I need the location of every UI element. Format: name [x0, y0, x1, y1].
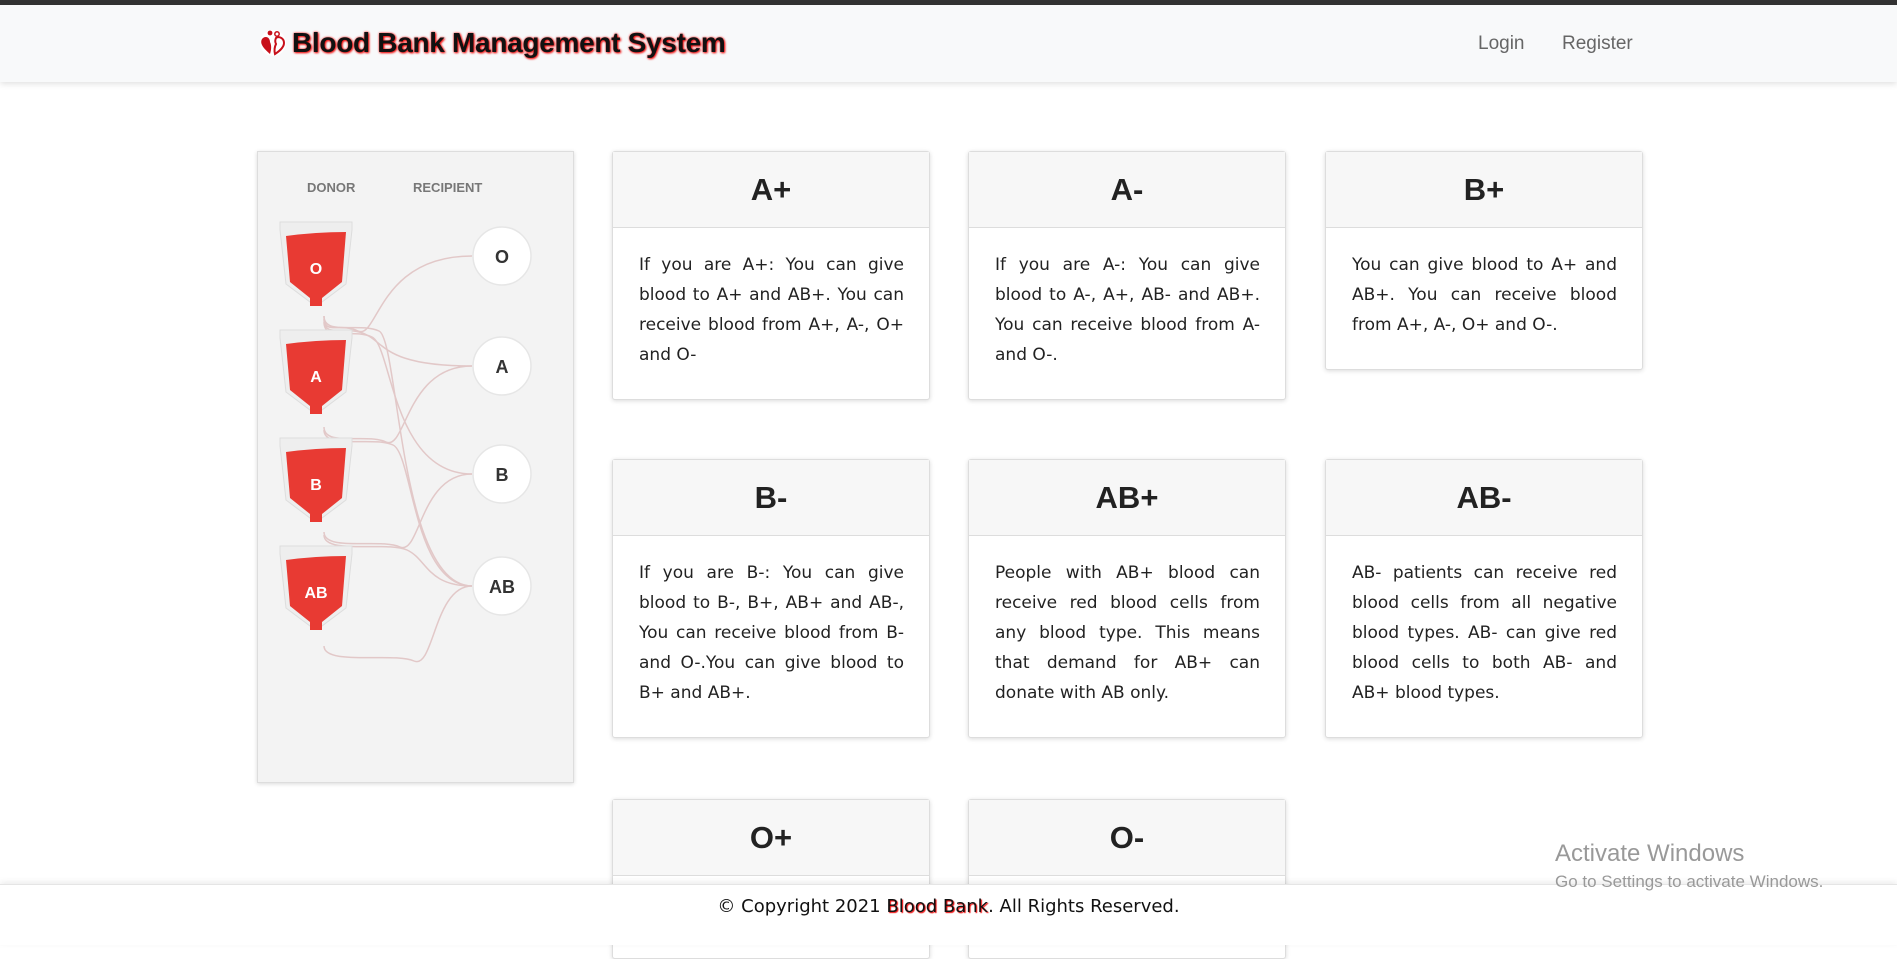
recipient-node-ab [473, 557, 531, 615]
blood-bag-b [280, 438, 352, 522]
login-link[interactable]: Login [1478, 33, 1525, 54]
recipient-node-o [473, 227, 531, 285]
card-title: AB- [1326, 460, 1642, 536]
svg-text:O: O [494, 247, 510, 267]
svg-text:A: A [310, 369, 322, 386]
blood-type-card [1325, 459, 1643, 738]
card-title: O+ [613, 800, 929, 876]
card-title: A+ [613, 152, 929, 228]
recipient-node-b [473, 445, 531, 503]
card-title: B- [613, 460, 929, 536]
card-text: You can give blood to A+ and AB+. You can receive blood from A+, A-, O+ and O-. [1352, 255, 1617, 335]
recipient-label: RECIPIENT [413, 180, 483, 195]
compatibility-chart [258, 152, 575, 784]
svg-text:O: O [309, 261, 323, 278]
blood-type-card [1325, 151, 1643, 370]
card-text: If you are A-: You can give blood to A-, A+, AB- and AB+. You can receive blood from A- and O-. [995, 255, 1260, 365]
donor-recipient-diagram [257, 151, 574, 783]
blood-bag-o [280, 222, 352, 306]
card-text: If you are A+: You can give blood to A+ and AB+. You can receive blood from A+, A-, O+ and O- [639, 255, 904, 365]
footer-prefix: © Copyright 2021 [717, 896, 887, 917]
svg-text:AB: AB [304, 585, 328, 602]
card-title: B+ [1326, 152, 1642, 228]
watermark-title: Activate Windows [1555, 840, 1745, 867]
blood-type-card [612, 459, 930, 738]
blood-type-card [968, 459, 1286, 738]
card-title: A- [969, 152, 1285, 228]
brand-title: Blood Bank Management System [292, 27, 726, 58]
svg-text:AB: AB [489, 577, 515, 597]
svg-text:B: B [310, 477, 322, 494]
footer [0, 884, 1897, 945]
blood-type-card [968, 151, 1286, 400]
register-link[interactable]: Register [1562, 33, 1633, 54]
blood-type-card [612, 151, 930, 400]
blood-bag-a [280, 330, 352, 414]
card-title: AB+ [969, 460, 1285, 536]
footer-brand-link[interactable]: Blood Bank [886, 896, 989, 917]
card-text: If you are B-: You can give blood to B-, B+, AB+ and AB-, You can receive blood from B- and O-.You can give blood to B+ and AB+. [639, 563, 904, 703]
footer-suffix: . All Rights Reserved. [988, 896, 1180, 917]
navbar [0, 5, 1897, 82]
brand-link[interactable] [258, 27, 725, 59]
card-text: AB- patients can receive red blood cells from all negative blood types. AB- can give red blood cells to both AB- and AB+ blood types. [1352, 563, 1617, 703]
watermark-subtitle: Go to Settings to activate Windows. [1555, 872, 1824, 891]
card-title: O- [969, 800, 1285, 876]
blood-drop-heart-icon [258, 29, 288, 57]
card-text: People with AB+ blood can receive red blood cells from any blood type. This means that demand for AB+ can donate with AB only. [995, 563, 1260, 703]
svg-text:A: A [495, 357, 509, 377]
svg-text:B: B [495, 465, 509, 485]
recipient-node-a [473, 337, 531, 395]
blood-bag-ab [280, 546, 352, 630]
donor-label: DONOR [307, 180, 356, 195]
